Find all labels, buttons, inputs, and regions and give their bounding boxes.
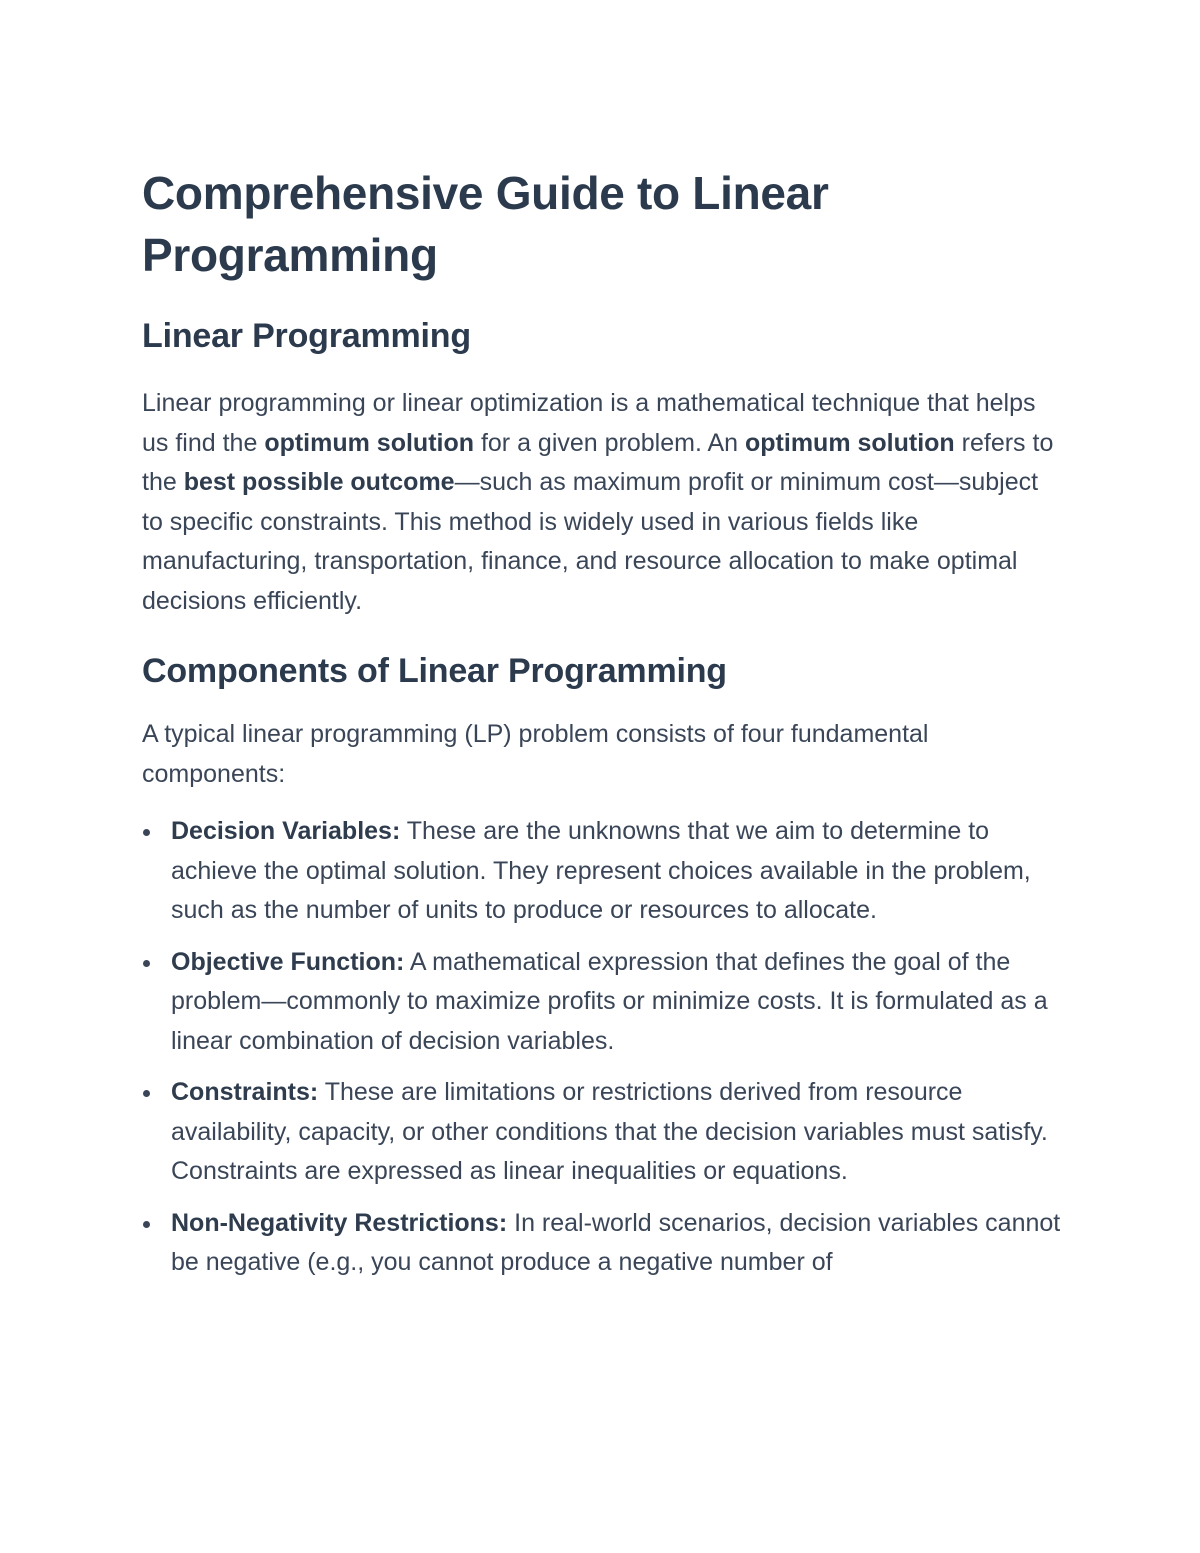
list-item: [142, 943, 1062, 1062]
bullet-icon: [143, 1090, 150, 1097]
bullet-icon: [143, 960, 150, 967]
section-heading-components: Components of Linear Programming: [142, 652, 727, 690]
section-heading-linear-programming: Linear Programming: [142, 317, 471, 355]
bold-term-optimum-solution: optimum solution: [264, 428, 475, 457]
list-item-term: Objective Function:: [171, 947, 405, 976]
list-item: [142, 1073, 1062, 1192]
list-item-text: In real-world scenarios, decision variables cannot be negative (e.g., you cannot produce a negative number of: [171, 1208, 1061, 1276]
bold-term-best-possible-outcome: best possible outcome: [183, 468, 455, 496]
document-title: Comprehensive Guide to Linear Programming: [142, 167, 829, 281]
list-item-text: These are the unknowns that we aim to determine to achieve the optimal solution. They represent choices available in the problem, such as the number of units to produce or resources to allocate.: [171, 817, 1031, 924]
paragraph-text: for a given problem. An: [474, 428, 745, 457]
bullet-icon: [143, 829, 150, 836]
components-list: [142, 812, 1062, 1283]
list-item-text: A mathematical expression that defines the goal of the problem—commonly to maximize profits or minimize costs. It is formulated as a linear combination of decision variables.: [171, 947, 1048, 1055]
list-item: [142, 812, 1062, 931]
section-paragraph-definition: [142, 384, 1062, 621]
bullet-icon: [143, 1221, 150, 1228]
list-item: [142, 1204, 1062, 1283]
bold-term-optimum-solution: optimum solution: [745, 428, 955, 457]
list-item-text: These are limitations or restrictions derived from resource availability, capacity, or other conditions that the decision variables must satisfy. Constraints are expressed as linear inequalities or equations.: [171, 1078, 1048, 1185]
document-page: [142, 162, 1062, 1295]
components-intro: A typical linear programming (LP) problem consists of four fundamental components:: [142, 720, 929, 788]
paragraph-text: —such as maximum profit or minimum cost—subject to specific constraints. This method is widely used in various fields like manufacturing, transportation, finance, and resource allocation to make optimal decisions efficiently.: [142, 468, 1039, 615]
paragraph-text: refers to the: [142, 428, 1054, 496]
list-item-term: Decision Variables:: [171, 817, 401, 845]
list-item-term: Constraints:: [171, 1078, 319, 1106]
list-item-term: Non-Negativity Restrictions:: [171, 1208, 508, 1237]
paragraph-text: Linear programming or linear optimization is a mathematical technique that helps us find the: [142, 389, 1036, 457]
